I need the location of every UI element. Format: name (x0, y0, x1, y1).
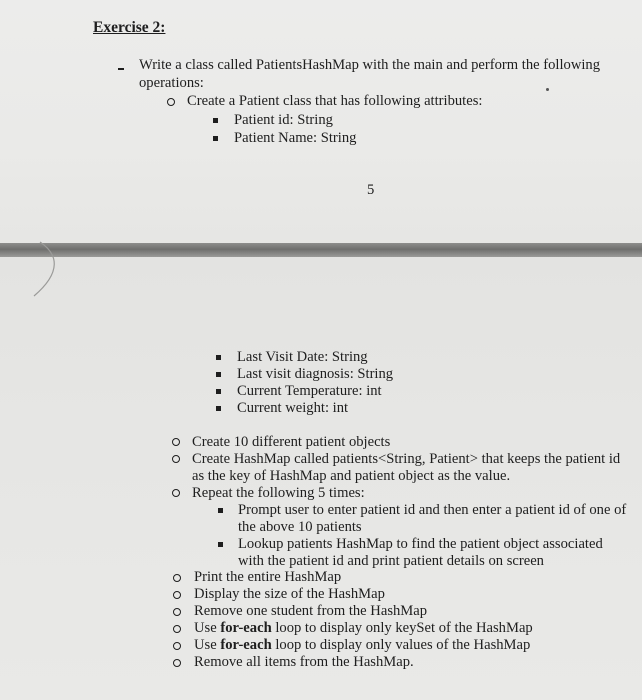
step-display-size: Display the size of the HashMap (194, 586, 385, 602)
for-each-keyword: for-each (220, 637, 272, 653)
square-bullet (216, 355, 221, 360)
keyset-suffix: loop to display only keySet of the HashMap (275, 620, 533, 636)
square-bullet (218, 542, 223, 547)
attribute-patient-id: Patient id: String (234, 112, 333, 128)
step-hashmap-line-1: Create HashMap called patients<String, Patient> that keeps the patient id (192, 451, 621, 467)
intro-line-1: Write a class called PatientsHashMap with the main and perform the following (139, 57, 601, 73)
square-bullet (216, 372, 221, 377)
square-bullet (218, 508, 223, 513)
page-break-shadow (0, 243, 642, 257)
step-prompt-line-2: the above 10 patients (238, 519, 362, 535)
circle-bullet (167, 98, 175, 106)
square-bullet (216, 406, 221, 411)
intro-line-2: operations: (139, 75, 204, 91)
circle-bullet (173, 608, 181, 616)
circle-bullet (173, 625, 181, 633)
square-bullet (216, 389, 221, 394)
attribute-last-visit-date: Last Visit Date: String (237, 349, 368, 365)
circle-bullet (172, 489, 180, 497)
step-foreach-values (194, 637, 530, 654)
stray-dot (546, 88, 549, 91)
use-prefix: Use (194, 637, 217, 653)
circle-bullet (173, 574, 181, 582)
use-prefix: Use (194, 620, 217, 636)
create-patient-class: Create a Patient class that has following attributes: (187, 93, 483, 109)
step-lookup-line-1: Lookup patients HashMap to find the patient object associated (238, 536, 603, 552)
attribute-last-visit-diagnosis: Last visit diagnosis: String (237, 366, 394, 382)
step-lookup-line-2: with the patient id and print patient details on screen (238, 553, 544, 569)
attribute-patient-name: Patient Name: String (234, 130, 357, 146)
paper-curl-mark (0, 240, 70, 300)
step-foreach-keyset (194, 620, 533, 637)
exercise-title: Exercise 2: (93, 19, 166, 36)
step-repeat: Repeat the following 5 times: (192, 485, 365, 501)
square-bullet (213, 118, 218, 123)
circle-bullet (173, 642, 181, 650)
step-remove-one: Remove one student from the HashMap (194, 603, 428, 619)
values-suffix: loop to display only values of the HashMap (275, 637, 531, 653)
step-prompt-line-1: Prompt user to enter patient id and then enter a patient id of one of (238, 502, 627, 518)
circle-bullet (173, 659, 181, 667)
circle-bullet (173, 591, 181, 599)
circle-bullet (172, 438, 180, 446)
step-print-map: Print the entire HashMap (194, 569, 342, 585)
step-remove-all: Remove all items from the HashMap. (194, 654, 414, 670)
square-bullet (213, 136, 218, 141)
dash-bullet (118, 68, 124, 70)
step-create-objects: Create 10 different patient objects (192, 434, 391, 450)
step-hashmap-line-2: as the key of HashMap and patient object as the value. (192, 468, 511, 484)
circle-bullet (172, 455, 180, 463)
page-number: 5 (367, 182, 375, 198)
for-each-keyword: for-each (220, 620, 272, 636)
attribute-current-weight: Current weight: int (237, 400, 349, 416)
attribute-current-temperature: Current Temperature: int (237, 383, 382, 399)
